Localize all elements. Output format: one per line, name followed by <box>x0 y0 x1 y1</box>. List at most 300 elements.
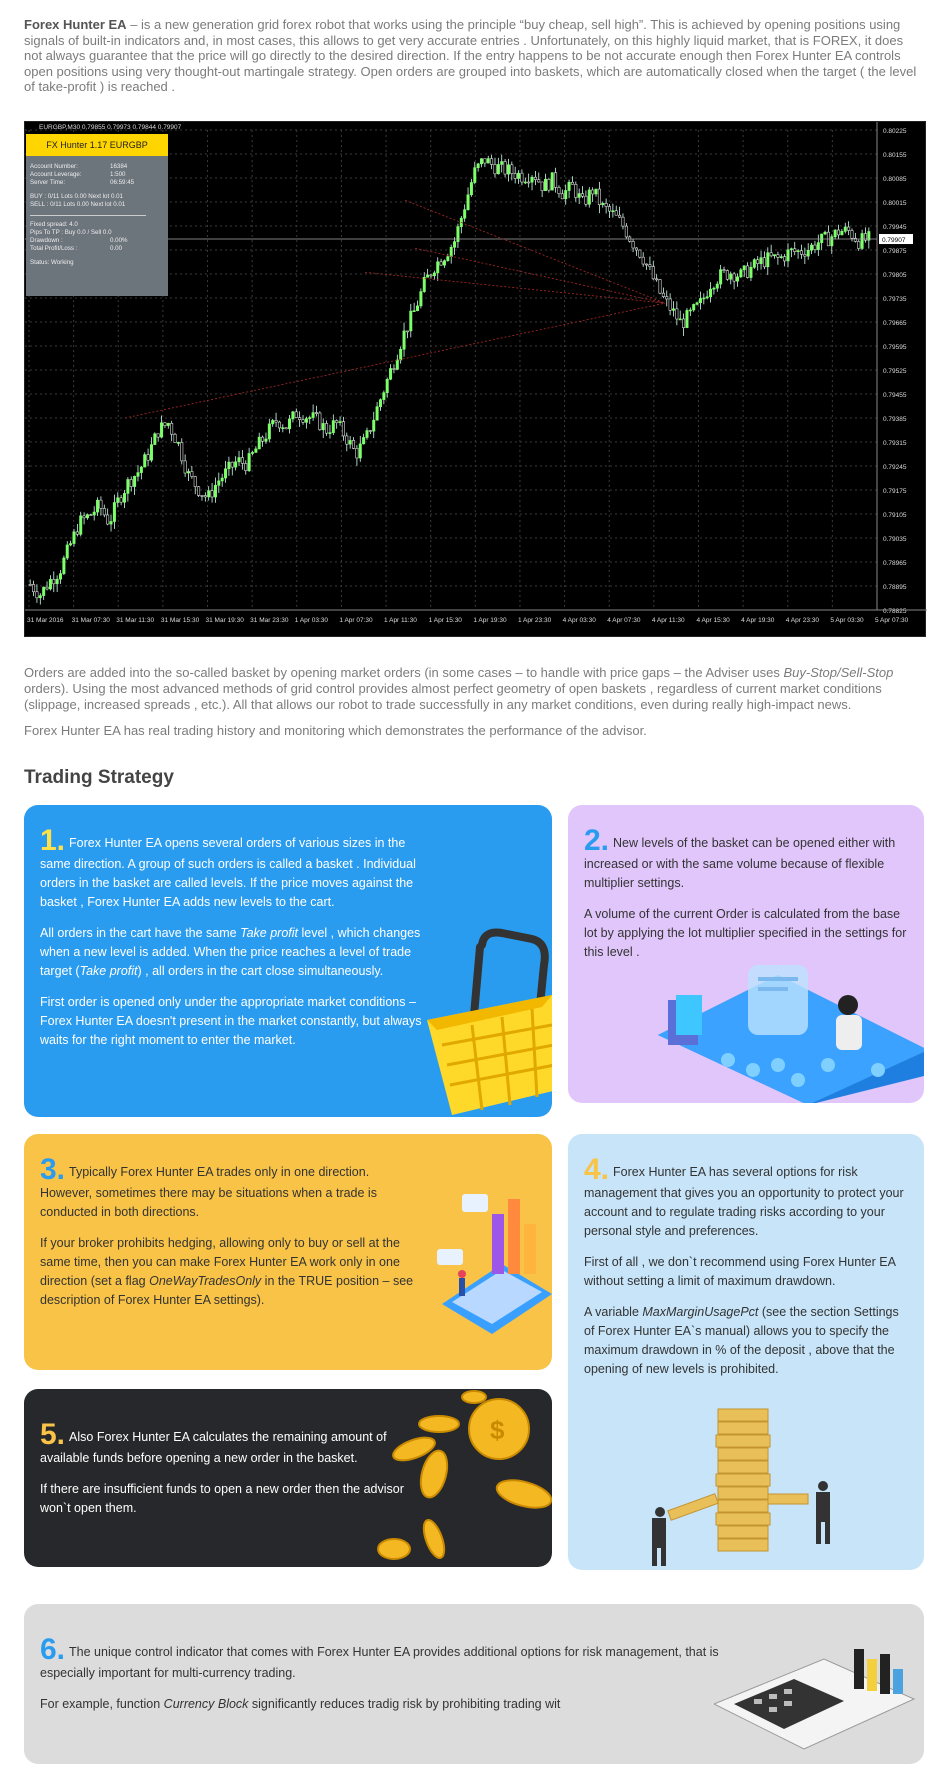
time-label: 1 Apr 19:30 <box>473 617 507 624</box>
candle <box>541 182 543 191</box>
gold-coins-illustration <box>364 1389 552 1567</box>
candle <box>669 299 671 310</box>
order-line <box>125 303 665 418</box>
candle <box>268 424 270 439</box>
price-label: 0.79805 <box>883 272 907 279</box>
candle <box>127 479 129 493</box>
candle <box>103 508 105 515</box>
candle <box>170 423 172 434</box>
candle <box>484 159 486 163</box>
candle <box>56 579 58 584</box>
svg-text:$: $ <box>490 1415 505 1445</box>
current-price-label: 0.79907 <box>882 237 906 245</box>
candle <box>433 273 435 276</box>
candle <box>470 183 472 195</box>
candle <box>679 319 681 320</box>
candle <box>463 210 465 218</box>
candle <box>261 437 263 441</box>
candle <box>692 304 694 310</box>
price-label: 0.79035 <box>883 536 907 543</box>
candle <box>140 467 142 473</box>
candle <box>42 587 44 595</box>
card-number: 5. <box>40 1418 66 1451</box>
candle <box>453 242 455 248</box>
candle <box>635 248 637 250</box>
order-line <box>415 248 665 303</box>
strategy-card-1: 1. Forex Hunter EA opens several orders of various sizes in the same direction. A group of such orders is called a basket . Individual orders in the basket are called levels. If the price moves against the basket , Forex Hunter EA adds new levels to the cart. All orders in the cart have the same Take profit level , which changes when a new level is added. When the price reaches a level of trade target (Take profit) , all orders in the cart close simultaneously. First order is opened only under the appropriate market conditions – Forex Hunter EA doesn't present in the market constantly, but always waits for the right moment to enter the market. <box>24 805 552 1117</box>
price-label: 0.79665 <box>883 320 907 327</box>
candle <box>312 413 314 418</box>
card-number: 3. <box>40 1153 66 1186</box>
candle <box>504 162 506 175</box>
candle <box>861 234 863 249</box>
candle <box>106 515 108 524</box>
candle <box>150 445 152 461</box>
candle <box>214 485 216 497</box>
time-label: 4 Apr 07:30 <box>607 617 641 624</box>
candle <box>258 437 260 449</box>
candle <box>480 159 482 164</box>
candle <box>174 434 176 442</box>
candle <box>376 407 378 420</box>
candle <box>133 476 135 486</box>
candle <box>383 393 385 400</box>
candle <box>120 498 122 502</box>
candle <box>342 422 344 436</box>
candle <box>298 418 300 420</box>
candle <box>194 477 196 487</box>
strategy-card-4: 4. Forex Hunter EA has several options for risk management that gives you an opportunity to protect your account and to regulate trading risks according to your personal style and preferences. First of all , we don`t recommend using Forex Hunter EA without setting a limit of maximum drawdown. A variable MaxMarginUsagePct (see the section Settings of Forex Hunter EA`s manual) allows you to specify the maximum drawdown in % of the deposit , above that the opening of new levels is prohibited. <box>568 1134 924 1570</box>
candle <box>581 194 583 197</box>
time-label: 31 Mar 23:30 <box>250 617 289 624</box>
candle <box>501 162 503 165</box>
candle <box>204 496 206 497</box>
candle <box>437 262 439 273</box>
candle <box>831 237 833 246</box>
candle <box>187 471 189 472</box>
candle <box>440 262 442 265</box>
candle <box>585 196 587 204</box>
price-label: 0.79315 <box>883 440 907 447</box>
candle <box>248 453 250 470</box>
time-label: 4 Apr 03:30 <box>562 617 596 624</box>
price-label: 0.79105 <box>883 512 907 519</box>
jenga-tower-illustration <box>638 1404 858 1569</box>
candle <box>325 423 327 433</box>
price-label: 0.79245 <box>883 464 907 471</box>
candle <box>184 461 186 473</box>
intro-paragraph <box>24 17 924 95</box>
candle <box>416 306 418 311</box>
time-label: 1 Apr 11:30 <box>384 617 417 624</box>
candle <box>430 275 432 276</box>
candle <box>406 331 408 332</box>
candle <box>245 463 247 470</box>
basket-illustration <box>422 925 552 1115</box>
panel-divider <box>30 215 146 216</box>
panel-row: Total Profit/Loss : 0.00 <box>30 245 123 252</box>
candle <box>154 434 156 445</box>
candle <box>726 271 728 280</box>
candle <box>686 310 688 327</box>
candle <box>578 194 580 198</box>
candle <box>49 579 51 589</box>
candle <box>750 267 752 277</box>
candle <box>315 413 317 414</box>
candle <box>672 309 674 310</box>
candle <box>497 164 499 173</box>
candle <box>612 211 614 212</box>
time-label: 1 Apr 23:30 <box>517 617 552 624</box>
candle <box>197 487 199 496</box>
candle <box>746 266 748 278</box>
candle <box>514 174 516 179</box>
candle <box>568 182 570 190</box>
time-label: 31 Mar 2016 <box>27 617 64 624</box>
candle <box>265 439 267 441</box>
candle <box>53 579 55 583</box>
candle <box>32 584 34 591</box>
candle <box>292 412 294 419</box>
candle <box>851 230 853 238</box>
candle <box>662 293 664 296</box>
candle <box>625 226 627 237</box>
candle <box>100 500 102 508</box>
panel-row: Account Number: 16384 <box>30 163 128 170</box>
candle <box>507 165 509 174</box>
candle <box>63 558 65 574</box>
candle <box>699 299 701 303</box>
candle <box>373 420 375 431</box>
time-label: 31 Mar 07:30 <box>71 617 110 624</box>
candle <box>379 400 381 407</box>
candle <box>841 231 843 235</box>
candle <box>443 261 445 265</box>
candle <box>393 369 395 370</box>
candle <box>858 241 860 248</box>
candle <box>716 284 718 288</box>
candle <box>767 253 769 267</box>
candle <box>639 250 641 257</box>
candle <box>494 164 496 173</box>
candle <box>349 440 351 444</box>
card-number: 1. <box>40 824 66 857</box>
candle <box>241 458 243 464</box>
candle <box>285 428 287 429</box>
candle <box>666 297 668 299</box>
candle <box>238 458 240 462</box>
price-label: 0.79735 <box>883 296 907 303</box>
candle <box>588 190 590 204</box>
candle <box>733 274 735 281</box>
candle <box>531 177 533 182</box>
time-label: 4 Apr 19:30 <box>741 617 775 624</box>
panel-row: Account Leverage: 1:500 <box>30 171 126 178</box>
candle <box>221 478 223 481</box>
candle <box>719 270 721 284</box>
candle <box>713 288 715 289</box>
candle <box>807 250 809 256</box>
candle <box>817 243 819 250</box>
candle <box>527 182 529 183</box>
candle <box>837 230 839 235</box>
candle <box>558 187 560 193</box>
panel-buy-line: BUY : 0/11 Lots 0.00 Next lot 0.01 <box>30 193 123 200</box>
candle <box>723 270 725 271</box>
candle <box>69 544 71 545</box>
candle <box>177 442 179 443</box>
candle <box>191 471 193 476</box>
ea-panel-title: FX Hunter 1.17 EURGBP <box>26 134 168 156</box>
candle <box>538 180 540 182</box>
candle <box>208 491 210 497</box>
candle <box>659 280 661 294</box>
ea-info-panel <box>26 134 168 296</box>
candle <box>763 258 765 267</box>
candle <box>59 574 61 580</box>
candle <box>554 173 556 188</box>
time-label: 4 Apr 15:30 <box>696 617 730 624</box>
candle <box>389 369 391 380</box>
candle <box>787 250 789 261</box>
candle <box>773 255 775 256</box>
price-label: 0.78825 <box>883 608 907 615</box>
candle <box>369 431 371 432</box>
baskets-paragraph: Orders are added into the so-called basket by opening market orders (in some cases – to handle with price gaps – the Adviser uses Buy-Stop/Sell-Stop orders). Using the most advanced methods of grid control provides almost perfect geometry of open baskets , regardless of current market conditions (slippage, increased spreads , etc.). All that allows our robot to trade successfully in any market conditions, even during really high-impact news. <box>24 665 894 712</box>
candle <box>618 215 620 217</box>
candle <box>335 421 337 423</box>
candle <box>83 516 85 518</box>
candle <box>847 227 849 230</box>
candle <box>548 179 550 190</box>
price-label: 0.79945 <box>883 224 907 231</box>
candle <box>167 423 169 425</box>
candle <box>130 479 132 486</box>
candle <box>703 298 705 299</box>
chart-header: EURGBP,M30 0.79855 0.79973 0.79844 0.79907 <box>39 124 182 131</box>
candle <box>76 532 78 535</box>
candle <box>797 251 799 252</box>
candle <box>511 165 513 174</box>
candle <box>804 254 806 256</box>
candle <box>362 437 364 443</box>
candle <box>467 195 469 210</box>
candle <box>90 515 92 516</box>
candle <box>339 422 341 423</box>
candle <box>305 419 307 423</box>
candle <box>123 493 125 502</box>
candle <box>760 258 762 264</box>
candle <box>366 431 368 438</box>
candle <box>544 179 546 190</box>
candle <box>356 448 358 458</box>
candle <box>211 491 213 497</box>
candle <box>447 257 449 261</box>
price-label: 0.79385 <box>883 416 907 423</box>
candle <box>709 289 711 297</box>
candle <box>319 413 321 430</box>
candle <box>228 462 230 469</box>
time-label: 4 Apr 23:30 <box>785 617 819 624</box>
candle <box>770 253 772 256</box>
candle <box>608 207 610 212</box>
candle <box>676 309 678 319</box>
candle <box>231 462 233 467</box>
candle <box>753 260 755 268</box>
candle <box>181 442 183 460</box>
price-label: 0.80015 <box>883 200 907 207</box>
candle <box>561 194 563 199</box>
time-label: 1 Apr 15:30 <box>428 617 462 624</box>
candle <box>218 481 220 485</box>
price-label: 0.78895 <box>883 584 907 591</box>
candle <box>113 503 115 522</box>
panel-status: Status: Working <box>30 259 74 266</box>
candle <box>399 349 401 360</box>
candle <box>565 191 567 199</box>
card-number: 4. <box>584 1153 610 1186</box>
candle <box>288 419 290 429</box>
calculator-charts-illustration <box>714 1649 924 1759</box>
candle <box>743 266 745 270</box>
candle <box>622 217 624 226</box>
candle <box>386 379 388 392</box>
candle <box>696 303 698 305</box>
price-chart <box>24 121 926 637</box>
candle <box>282 428 284 429</box>
candle <box>144 455 146 467</box>
price-label: 0.79875 <box>883 248 907 255</box>
candle <box>423 277 425 291</box>
candle <box>844 227 846 231</box>
panel-row: Pips To TP : Buy 0.0 / Sell 0.0 <box>30 229 112 236</box>
candle <box>810 245 812 250</box>
candle <box>575 184 577 197</box>
card-number: 2. <box>584 824 610 857</box>
candle <box>824 232 826 234</box>
candle <box>655 279 657 280</box>
candle <box>814 245 816 250</box>
candle <box>224 469 226 478</box>
candle <box>521 173 523 182</box>
time-label: 5 Apr 03:30 <box>830 617 864 624</box>
panel-row: Server Time: 06:59:45 <box>30 179 135 186</box>
candle <box>517 173 519 178</box>
candle <box>271 420 273 423</box>
candle <box>66 545 68 558</box>
candle <box>730 274 732 279</box>
candle <box>642 257 644 264</box>
candle <box>605 203 607 206</box>
candle <box>278 422 280 428</box>
card-number: 6. <box>40 1633 66 1666</box>
strategy-card-6: 6. The unique control indicator that comes with Forex Hunter EA provides additional options for risk management, that is especially important for multi-currency trading. For example, function Currency Block significantly reduces tradig risk by prohibiting trading wit <box>24 1604 924 1764</box>
candle <box>649 265 651 267</box>
candle <box>322 423 324 429</box>
history-paragraph: Forex Hunter EA has real trading history and monitoring which demonstrates the performance of the advisor. <box>24 723 647 738</box>
candle <box>157 434 159 437</box>
panel-row: Drawdown : 0.00% <box>30 237 128 244</box>
candle <box>86 515 88 518</box>
candle <box>645 264 647 265</box>
candle <box>160 423 162 437</box>
candle <box>302 420 304 423</box>
candle <box>689 310 691 311</box>
candle <box>329 433 331 434</box>
candle <box>736 277 738 281</box>
price-label: 0.80155 <box>883 152 907 159</box>
candle <box>73 532 75 544</box>
price-label: 0.79595 <box>883 344 907 351</box>
candle <box>571 182 573 184</box>
candle <box>756 260 758 264</box>
candle <box>591 190 593 194</box>
candle <box>295 412 297 418</box>
time-label: 31 Mar 19:30 <box>205 617 244 624</box>
candle <box>777 255 779 258</box>
candle <box>234 462 236 467</box>
isometric-office-illustration <box>638 965 924 1103</box>
candle <box>524 182 526 183</box>
panel-row: Fixed spread: 4.0 <box>30 221 78 228</box>
price-label: 0.79525 <box>883 368 907 375</box>
candle <box>790 249 792 250</box>
candle <box>117 498 119 503</box>
candle <box>309 418 311 419</box>
candle <box>820 234 822 243</box>
time-label: 31 Mar 11:30 <box>116 617 155 624</box>
time-label: 1 Apr 07:30 <box>339 617 373 624</box>
laptop-charts-illustration <box>432 1194 552 1344</box>
section-title: Trading Strategy <box>24 767 174 788</box>
candle <box>800 251 802 255</box>
order-line <box>405 200 665 303</box>
price-label: 0.79455 <box>883 392 907 399</box>
candle <box>403 331 405 349</box>
panel-sell-line: SELL : 0/11 Lots 0.00 Next lot 0.01 <box>30 201 126 208</box>
candle <box>426 275 428 277</box>
candle <box>164 423 166 426</box>
candle <box>413 311 415 312</box>
candle <box>93 512 95 515</box>
candle <box>595 189 597 194</box>
intro-text: – is a new generation grid forex robot that works using the principle “buy cheap, sell high”. This is achieved by opening positions using signals of built-in indicators and, in most cases, this allows to get very accurate entries . Unfortunately, on this highly liquid market, that is FOREX, it does not always guarantee that the price will go directly to the desired direction. If the entry happens to be not accurate enough then Forex Hunter EA controls open positions using very thought-out martingale strategy. Open orders are grouped into baskets, which are automatically closed when the target ( the level of take-profit ) is reached . <box>24 17 917 95</box>
price-label: 0.80085 <box>883 176 907 183</box>
candle <box>740 270 742 277</box>
candle <box>396 360 398 369</box>
candle <box>352 440 354 448</box>
candle <box>29 584 31 585</box>
candle <box>490 159 492 165</box>
brand-name: Forex Hunter EA <box>24 17 127 32</box>
candle <box>137 473 139 477</box>
candle <box>682 319 684 328</box>
candle <box>551 173 553 190</box>
time-label: 31 Mar 15:30 <box>160 617 200 624</box>
candle <box>39 596 41 598</box>
time-label: 5 Apr 07:30 <box>875 617 909 624</box>
candle <box>332 421 334 433</box>
candle <box>201 495 203 496</box>
time-label: 4 Apr 11:30 <box>651 617 685 624</box>
candle <box>110 521 112 524</box>
candle <box>834 230 836 237</box>
strategy-card-2: 2. New levels of the basket can be opened either with increased or with the same volume because of flexible multiplier settings. A volume of the current Order is calculated from the base lot by applying the lot multiplier specified in the settings for this level . <box>568 805 924 1103</box>
candle <box>80 516 82 535</box>
candle <box>410 311 412 331</box>
candle <box>420 292 422 306</box>
candle <box>96 500 98 512</box>
